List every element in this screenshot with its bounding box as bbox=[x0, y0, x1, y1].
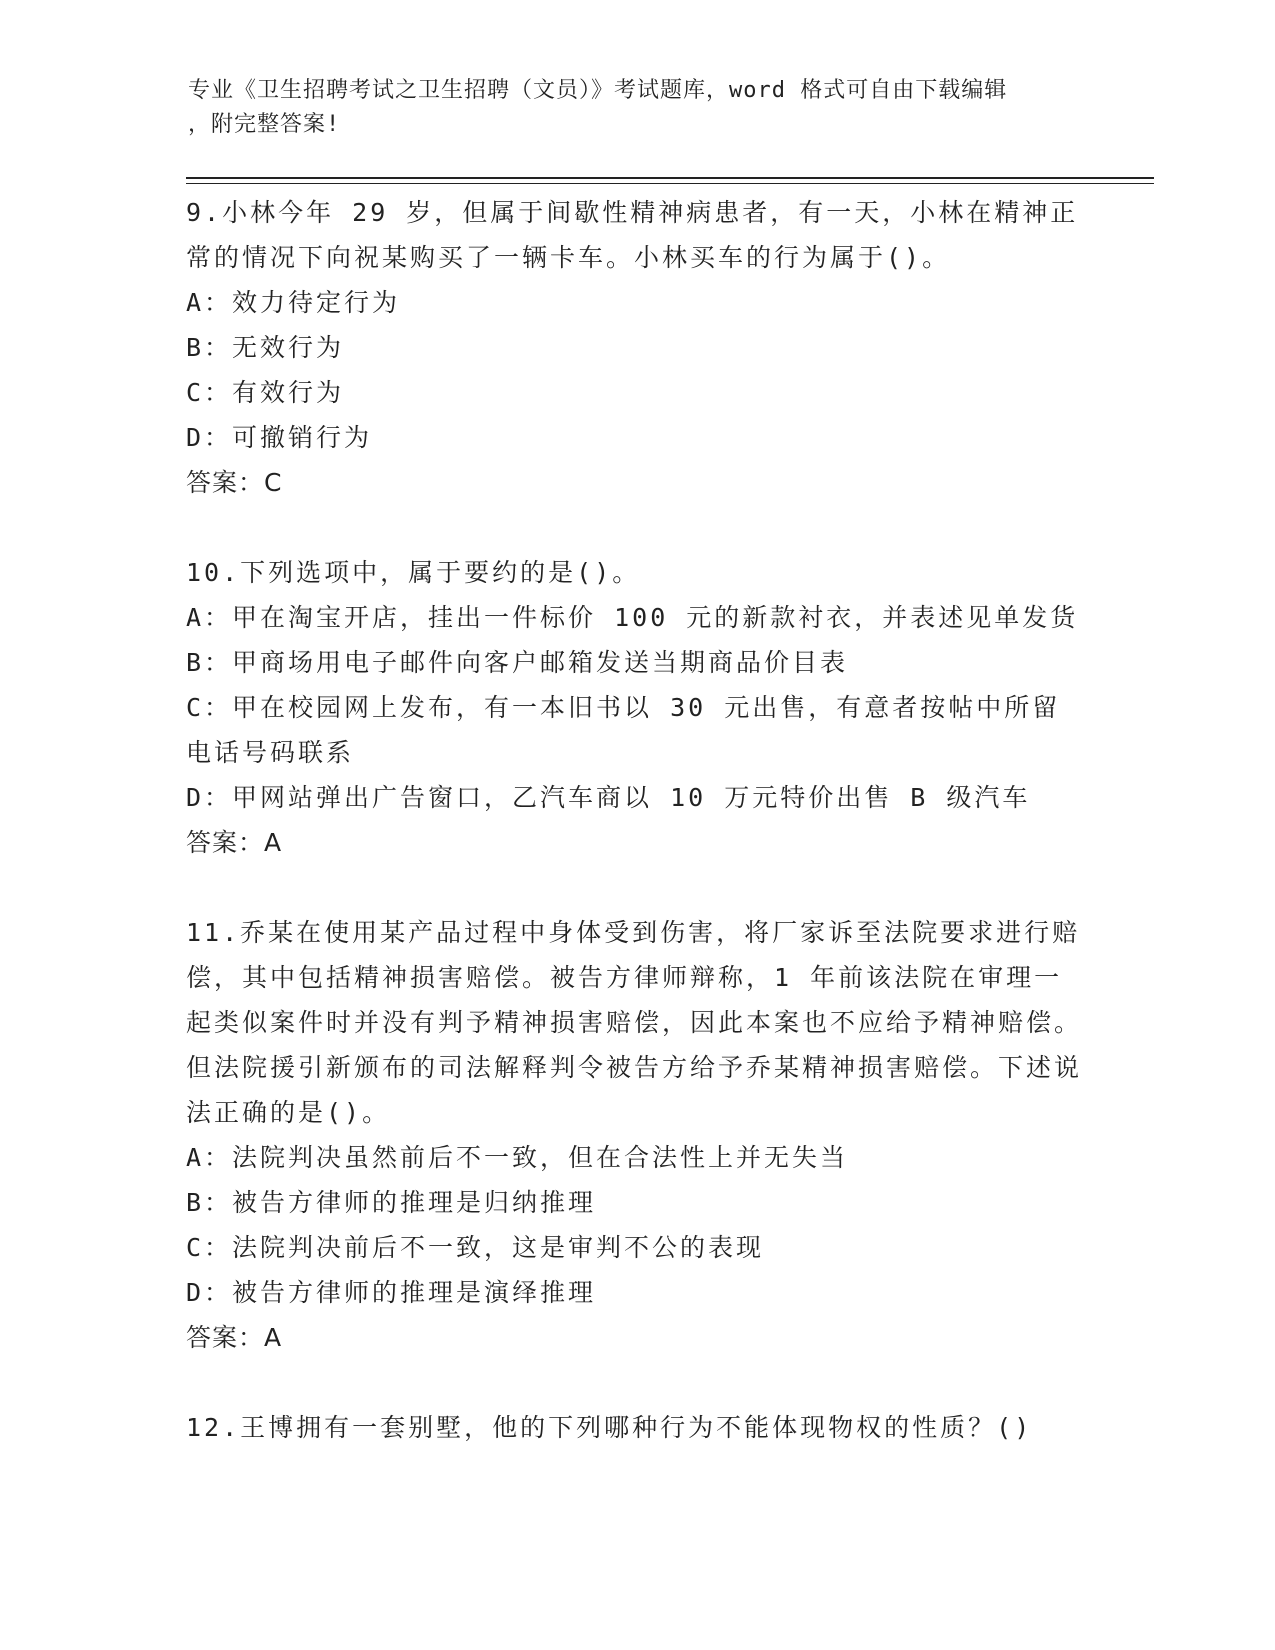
option-d: D：甲网站弹出广告窗口，乙汽车商以 10 万元特价出售 B 级汽车 bbox=[186, 783, 1031, 812]
option-c: C：甲在校园网上发布，有一本旧书以 30 元出售，有意者按帖中所留电话号码联系 bbox=[186, 693, 1061, 767]
option-a: A：效力待定行为 bbox=[186, 288, 401, 317]
question-text: 10.下列选项中，属于要约的是()。 bbox=[186, 558, 641, 587]
answer-line: 答案：A bbox=[186, 1323, 283, 1352]
option-d: D：被告方律师的推理是演绎推理 bbox=[186, 1278, 597, 1307]
question-text: 9.小林今年 29 岁，但属于间歇性精神病患者，有一天，小林在精神正常的情况下向祝某购买了一辆卡车。小林买车的行为属于()。 bbox=[186, 198, 1079, 272]
document-header bbox=[188, 74, 1088, 142]
question-spacer bbox=[186, 865, 1086, 910]
question-10 bbox=[186, 550, 1086, 865]
question-list bbox=[186, 190, 1086, 1450]
option-b: B：被告方律师的推理是归纳推理 bbox=[186, 1188, 597, 1217]
answer-line: 答案：C bbox=[186, 468, 283, 497]
question-spacer bbox=[186, 1360, 1086, 1405]
header-line-2: ，附完整答案! bbox=[188, 112, 341, 137]
option-a: A：法院判决虽然前后不一致，但在合法性上并无失当 bbox=[186, 1143, 849, 1172]
header-line-1: 专业《卫生招聘考试之卫生招聘（文员）》考试题库，word 格式可自由下载编辑 bbox=[188, 78, 1008, 103]
question-11 bbox=[186, 910, 1086, 1360]
option-a: A：甲在淘宝开店，挂出一件标价 100 元的新款衬衣，并表述见单发货 bbox=[186, 603, 1079, 632]
option-b: B：甲商场用电子邮件向客户邮箱发送当期商品价目表 bbox=[186, 648, 849, 677]
question-text: 11.乔某在使用某产品过程中身体受到伤害，将厂家诉至法院要求进行赔偿，其中包括精神损害赔偿。被告方律师辩称，1 年前该法院在审理一起类似案件时并没有判予精神损害赔偿，因此本案也不应给予精神赔偿。但法院援引新颁布的司法解释判令被告方给予乔某精神损害赔偿。下述说法正确的是()。 bbox=[186, 918, 1083, 1127]
question-spacer bbox=[186, 505, 1086, 550]
answer-line: 答案：A bbox=[186, 828, 283, 857]
option-b: B：无效行为 bbox=[186, 333, 345, 362]
option-c: C：法院判决前后不一致，这是审判不公的表现 bbox=[186, 1233, 765, 1262]
header-rule-thick bbox=[186, 177, 1154, 179]
option-d: D：可撤销行为 bbox=[186, 423, 373, 452]
question-9 bbox=[186, 190, 1086, 505]
option-c: C：有效行为 bbox=[186, 378, 345, 407]
header-rule-thin bbox=[186, 183, 1154, 184]
question-text: 12.王博拥有一套别墅，他的下列哪种行为不能体现物权的性质？() bbox=[186, 1413, 1033, 1442]
question-12 bbox=[186, 1405, 1086, 1450]
